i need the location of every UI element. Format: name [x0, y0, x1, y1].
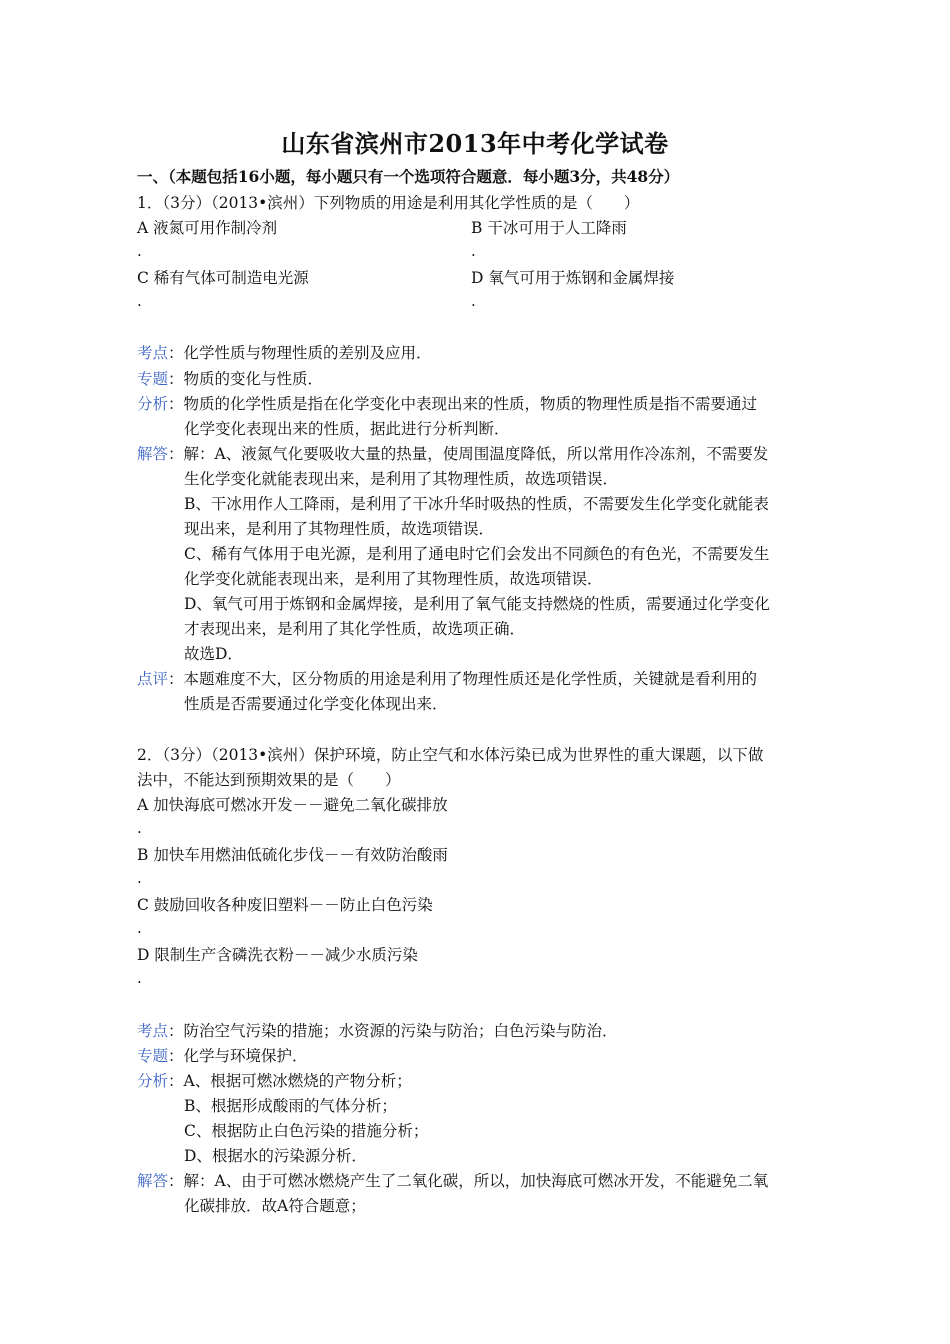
q1-jieda-text-5: C、稀有气体用于电光源，是利用了通电时它们会发出不同颜色的有色光，不需要发生 — [184, 545, 770, 563]
q2-option-d-dot: . — [137, 969, 142, 987]
q1-zhuanti-label: 专题 — [137, 370, 169, 388]
q1-dianping-label: 点评 — [137, 670, 169, 688]
q1-option-c-dot: . — [137, 292, 142, 310]
q2-fenxi-text-2: B、根据形成酸雨的气体分析； — [184, 1097, 397, 1115]
q2-jieda-text-2: 化碳排放．故A符合题意； — [184, 1197, 366, 1215]
q2-fenxi-text-1: ：A、根据可燃冰燃烧的产物分析； — [168, 1072, 412, 1090]
q1-zhuanti-text: ：物质的变化与性质． — [168, 370, 324, 388]
q1-option-d: D 氧气可用于炼钢和金属焊接 — [471, 269, 675, 287]
q1-kaodian — [137, 343, 432, 363]
q2-zhuanti-text: ：化学与环境保护． — [168, 1047, 308, 1065]
q1-jieda-text-2: 生化学变化就能表现出来，是利用了其物理性质，故选项错误． — [184, 470, 619, 488]
q1-jieda-text-3: B、干冰用作人工降雨，是利用了干冰升华时吸热的性质，不需要发生化学变化就能表 — [184, 495, 769, 513]
q1-fenxi-text-1: ：物质的化学性质是指在化学变化中表现出来的性质，物质的物理性质是指不需要通过 — [168, 395, 758, 413]
q1-option-b: B 干冰可用于人工降雨 — [471, 219, 627, 237]
q2-jieda — [137, 1171, 768, 1191]
q1-kaodian-label: 考点 — [137, 344, 169, 362]
q1-fenxi — [137, 394, 757, 414]
q1-jieda-label: 解答 — [137, 445, 169, 463]
q1-fenxi-label: 分析 — [137, 395, 169, 413]
q2-option-b: B 加快车用燃油低硫化步伐－－有效防治酸雨 — [137, 846, 448, 864]
q2-option-c-dot: . — [137, 919, 142, 937]
q1-fenxi-text-2: 化学变化表现出来的性质，据此进行分析判断． — [184, 420, 510, 438]
section-header: 一、（本题包括16小题，每小题只有一个选项符合题意．每小题3分，共48分） — [137, 167, 680, 186]
q2-option-b-dot: . — [137, 869, 142, 887]
q1-dianping-text-2: 性质是否需要通过化学变化体现出来． — [184, 695, 448, 713]
q1-dianping — [137, 669, 757, 689]
q1-option-b-dot: . — [471, 242, 476, 260]
q2-fenxi-text-3: C、根据防止白色污染的措施分析； — [184, 1122, 429, 1140]
q1-dianping-text-1: ：本题难度不大，区分物质的用途是利用了物理性质还是化学性质，关键就是看利用的 — [168, 670, 758, 688]
q2-jieda-label: 解答 — [137, 1172, 169, 1190]
q2-fenxi-label: 分析 — [137, 1072, 169, 1090]
q2-zhuanti — [137, 1046, 308, 1066]
q2-kaodian-label: 考点 — [137, 1022, 169, 1040]
q2-option-a-dot: . — [137, 819, 142, 837]
q2-stem-1: 2．（3分）（2013•滨州）保护环境，防止空气和水体污染已成为世界性的重大课题，以下做 — [137, 746, 764, 764]
q2-kaodian-text: ：防治空气污染的措施；水资源的污染与防治；白色污染与防治． — [168, 1022, 618, 1040]
q2-option-a: A 加快海底可燃冰开发－－避免二氧化碳排放 — [137, 796, 448, 814]
q1-option-a-dot: . — [137, 242, 142, 260]
page-title: 山东省滨州市2013年中考化学试卷 — [281, 129, 669, 158]
q1-option-d-dot: . — [471, 292, 476, 310]
q2-option-c: C 鼓励回收各种废旧塑料－－防止白色污染 — [137, 896, 433, 914]
q2-option-d: D 限制生产含磷洗衣粉－－减少水质污染 — [137, 946, 418, 964]
q1-zhuanti — [137, 369, 323, 389]
q1-jieda-text-8: 才表现出来，是利用了其化学性质，故选项正确． — [184, 620, 526, 638]
q1-jieda-text-9: 故选D． — [184, 645, 243, 663]
q1-kaodian-text: ：化学性质与物理性质的差别及应用． — [168, 344, 432, 362]
q2-jieda-text-1: ：解：A、由于可燃冰燃烧产生了二氧化碳，所以，加快海底可燃冰开发，不能避免二氧 — [168, 1172, 769, 1190]
q1-jieda-text-7: D、氧气可用于炼钢和金属焊接，是利用了氧气能支持燃烧的性质，需要通过化学变化 — [184, 595, 770, 613]
q2-stem-2: 法中，不能达到预期效果的是（ ） — [137, 771, 401, 789]
q1-jieda-text-1: ：解：A、液氮气化要吸收大量的热量，使周围温度降低，所以常用作冷冻剂，不需要发 — [168, 445, 769, 463]
q2-zhuanti-label: 专题 — [137, 1047, 169, 1065]
q1-jieda-text-4: 现出来，是利用了其物理性质，故选项错误． — [184, 520, 495, 538]
q2-fenxi-text-4: D、根据水的污染源分析． — [184, 1147, 367, 1165]
q1-jieda — [137, 444, 768, 464]
q1-option-a: A 液氮可用作制冷剂 — [137, 219, 278, 237]
q1-stem: 1．（3分）（2013•滨州）下列物质的用途是利用其化学性质的是（ ） — [137, 194, 640, 212]
q1-option-c: C 稀有气体可制造电光源 — [137, 269, 309, 287]
q2-fenxi — [137, 1071, 412, 1091]
q1-jieda-text-6: 化学变化就能表现出来，是利用了其物理性质，故选项错误． — [184, 570, 603, 588]
q2-kaodian — [137, 1021, 618, 1041]
